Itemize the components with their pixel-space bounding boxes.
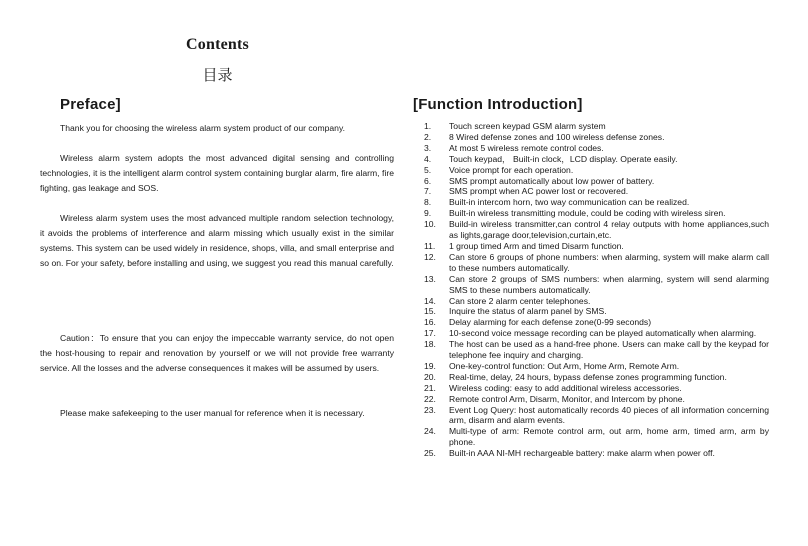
function-list-item bbox=[424, 317, 769, 328]
function-list-item bbox=[424, 132, 769, 143]
list-item-number: 23. bbox=[424, 404, 436, 415]
list-item-number: 3. bbox=[424, 142, 432, 153]
paragraph-text: Please make safekeeping to the user manual for reference when it is necessary. bbox=[60, 408, 365, 418]
preface-paragraph-1 bbox=[40, 121, 394, 136]
list-item-number: 7. bbox=[424, 186, 432, 197]
function-list-item bbox=[424, 252, 769, 274]
list-item-number: 24. bbox=[424, 426, 436, 437]
list-item-number: 11. bbox=[424, 240, 436, 251]
list-item-number: 12. bbox=[424, 251, 436, 262]
list-item-text: One-key-control function: Out Arm, Home Arm, Remote Arm. bbox=[449, 360, 680, 371]
function-list-item bbox=[424, 154, 769, 165]
list-item-number: 1. bbox=[424, 121, 432, 131]
list-item-number: 25. bbox=[424, 448, 436, 459]
list-item-number: 2. bbox=[424, 131, 432, 142]
list-item-number: 13. bbox=[424, 273, 436, 284]
list-item-text: Built-in wireless transmitting module, could be coding with wireless siren. bbox=[449, 208, 726, 219]
list-item-text: At most 5 wireless remote control codes. bbox=[449, 142, 604, 153]
list-item-text: Can store 2 groups of SMS numbers: when alarming, system will send alarming SMS to these numbers automatically. bbox=[449, 273, 769, 295]
list-item-number: 18. bbox=[424, 339, 436, 350]
list-item-text: 10-second voice message recording can be played automatically when alarming. bbox=[449, 328, 757, 339]
list-item-number: 16. bbox=[424, 317, 436, 328]
list-item-number: 10. bbox=[424, 219, 436, 230]
function-list-item bbox=[424, 121, 769, 132]
list-item-text: Remote control Arm, Disarm, Monitor, and Intercom by phone. bbox=[449, 393, 685, 404]
list-item-text: Event Log Query: host automatically records 40 pieces of all information concerning arm, disarm and alarm events. bbox=[449, 404, 769, 426]
paragraph-text: Wireless alarm system uses the most advanced multiple random selection technology, it avoids the problems of interference and alarm missing which usually exist in the similar systems. This system can be used widely in residence, shops, villa, and small enterprise and so on. For your safety, before installing and using, we suggest you read this manual carefully. bbox=[40, 213, 394, 268]
function-list-item bbox=[424, 405, 769, 427]
function-list-item bbox=[424, 176, 769, 187]
list-item-number: 19. bbox=[424, 360, 436, 371]
contents-title-chinese: 目录 bbox=[202, 66, 233, 84]
list-item-text: Real-time, delay, 24 hours, bypass defense zones programming function. bbox=[449, 371, 727, 382]
function-list-item bbox=[424, 361, 769, 372]
caution-paragraph bbox=[40, 331, 394, 376]
preface-paragraph-2 bbox=[40, 151, 394, 196]
function-list-item bbox=[424, 328, 769, 339]
list-item-text: Built-in AAA NI-MH rechargeable battery: make alarm when power off. bbox=[449, 448, 715, 459]
list-item-text: Inquire the status of alarm panel by SMS. bbox=[449, 306, 607, 317]
list-item-text: Can store 6 groups of phone numbers: when alarming, system will make alarm call to these numbers automatically. bbox=[449, 251, 769, 273]
list-item-number: 22. bbox=[424, 393, 436, 404]
list-item-text: 8 Wired defense zones and 100 wireless defense zones. bbox=[449, 131, 665, 142]
safekeeping-paragraph bbox=[40, 406, 394, 421]
list-item-number: 14. bbox=[424, 295, 436, 306]
list-item-text: Multi-type of arm: Remote control arm, out arm, home arm, timed arm, arm by phone. bbox=[449, 426, 769, 448]
function-list-item bbox=[424, 241, 769, 252]
function-introduction-heading: [Function Introduction] bbox=[413, 96, 583, 113]
list-item-text: 1 group timed Arm and timed Disarm function. bbox=[449, 240, 624, 251]
function-list-item bbox=[424, 426, 769, 448]
list-item-text: Voice prompt for each operation. bbox=[449, 164, 574, 175]
list-item-number: 6. bbox=[424, 175, 432, 186]
preface-heading: Preface] bbox=[60, 96, 121, 113]
list-item-text: SMS prompt automatically about low power of battery. bbox=[449, 175, 655, 186]
list-item-text: SMS prompt when AC power lost or recovered. bbox=[449, 186, 629, 197]
list-item-text: Built-in intercom horn, two way communication can be realized. bbox=[449, 197, 690, 208]
list-item-number: 21. bbox=[424, 382, 436, 393]
list-item-text: Touch screen keypad GSM alarm system bbox=[449, 121, 606, 131]
function-list-item bbox=[424, 219, 769, 241]
list-item-text: Delay alarming for each defense zone(0-99 seconds) bbox=[449, 317, 652, 328]
function-list-item bbox=[424, 208, 769, 219]
contents-title: Contents bbox=[186, 36, 249, 53]
function-list-item bbox=[424, 274, 769, 296]
list-item-text: Wireless coding: easy to add additional wireless accessories. bbox=[449, 382, 682, 393]
list-item-number: 20. bbox=[424, 371, 436, 382]
list-item-text: Can store 2 alarm center telephones. bbox=[449, 295, 591, 306]
function-list-item bbox=[424, 383, 769, 394]
list-item-number: 4. bbox=[424, 153, 432, 164]
preface-paragraph-3 bbox=[40, 211, 394, 271]
function-list-item bbox=[424, 448, 769, 459]
function-list-item bbox=[424, 197, 769, 208]
function-list-item bbox=[424, 339, 769, 361]
function-list-item bbox=[424, 394, 769, 405]
list-item-text: Touch keypad， Built-in clock，LCD display. Operate easily. bbox=[449, 153, 678, 164]
list-item-number: 9. bbox=[424, 208, 432, 219]
function-list-item bbox=[424, 306, 769, 317]
paragraph-text: Thank you for choosing the wireless alarm system product of our company. bbox=[60, 123, 345, 133]
function-list-item bbox=[424, 186, 769, 197]
function-list bbox=[424, 121, 769, 459]
function-list-item bbox=[424, 372, 769, 383]
list-item-number: 5. bbox=[424, 164, 432, 175]
list-item-text: The host can be used as a hand-free phone. Users can make call by the keypad for telephone fee inquiry and charging. bbox=[449, 339, 769, 361]
paragraph-text: Wireless alarm system adopts the most advanced digital sensing and controlling technologies, it is the intelligent alarm control system containing burglar alarm, fire alarm, fire fighting, gas leakage and SOS. bbox=[40, 153, 394, 193]
function-list-item bbox=[424, 165, 769, 176]
list-item-text: Build-in wireless transmitter,can control 4 relay outputs with home appliances,such as lights,garage door,television,curtain,etc. bbox=[449, 219, 769, 241]
function-list-item bbox=[424, 143, 769, 154]
function-list-item bbox=[424, 296, 769, 307]
list-item-number: 15. bbox=[424, 306, 436, 317]
list-item-number: 17. bbox=[424, 328, 436, 339]
paragraph-text: Caution：To ensure that you can enjoy the impeccable warranty service, do not open the host-housing to repair and renovation by yourself or we will not provide free warranty service. All the losses and the adverse consequences it makes will be assumed by users. bbox=[40, 333, 394, 373]
list-item-number: 8. bbox=[424, 197, 432, 208]
